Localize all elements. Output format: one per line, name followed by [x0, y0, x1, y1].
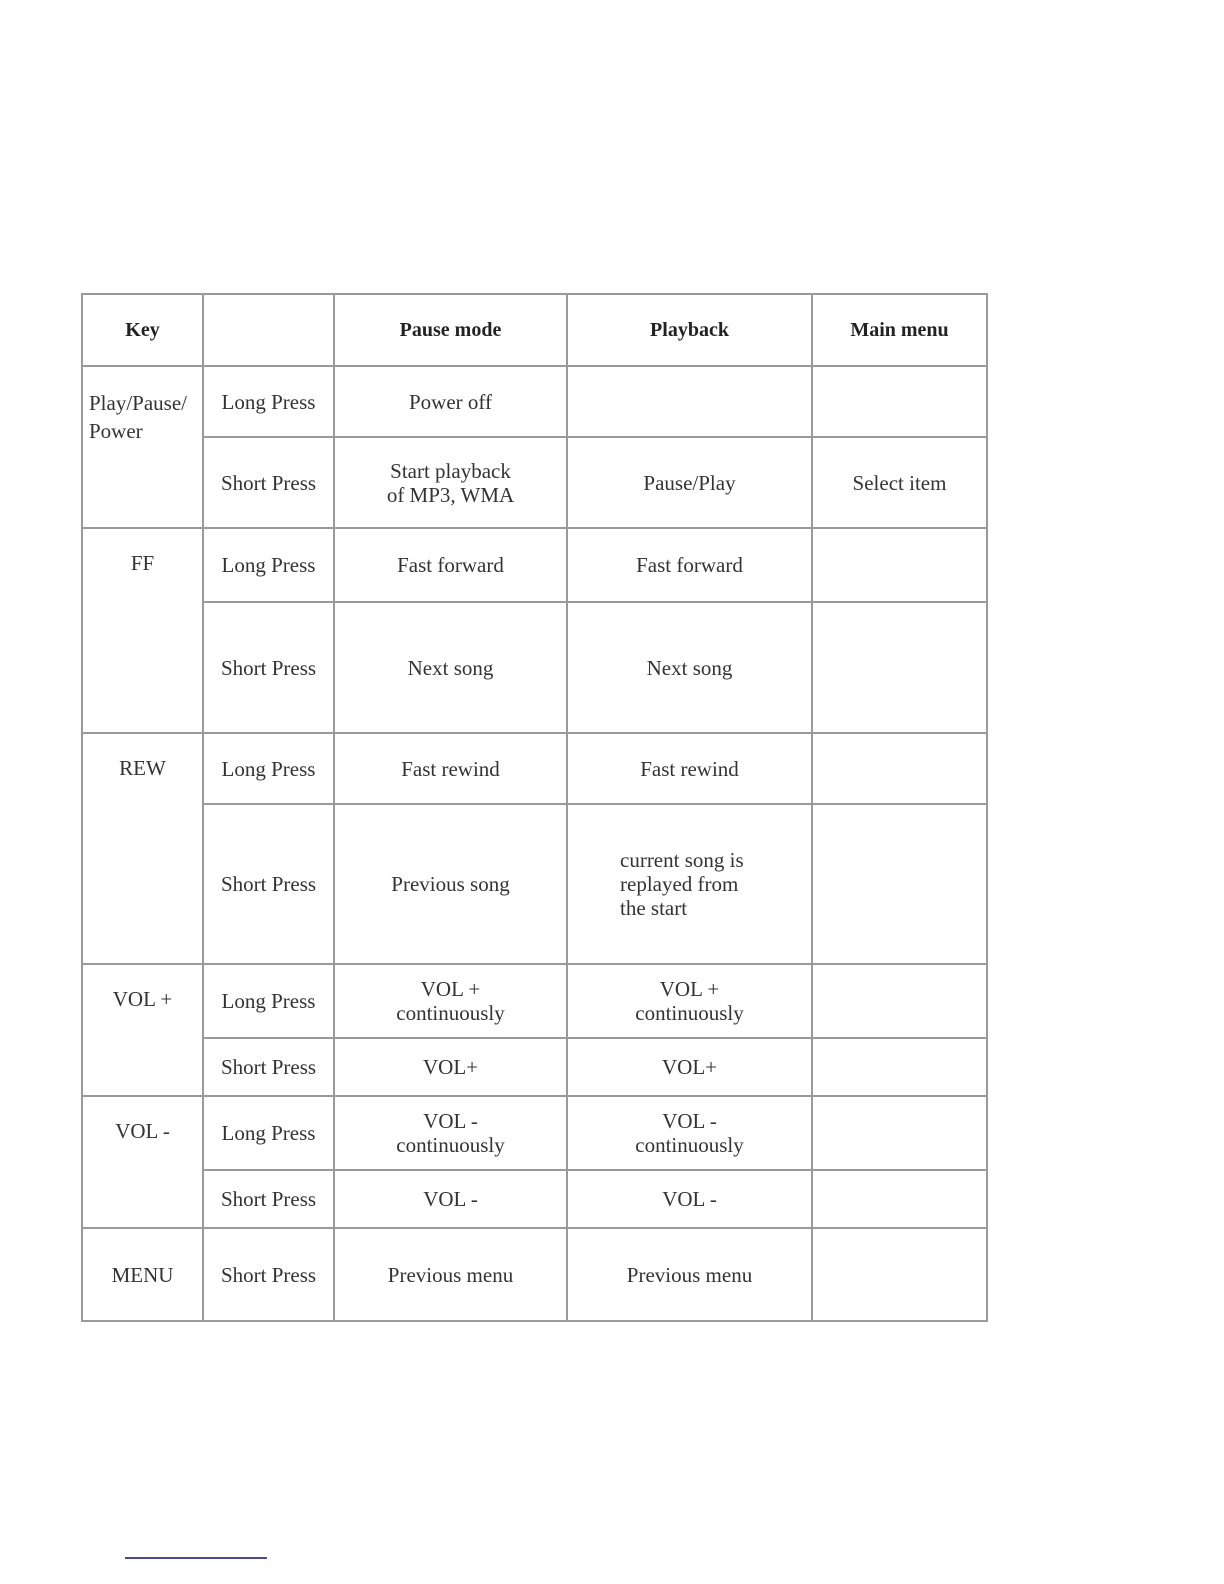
playback-cell: VOL - — [567, 1170, 812, 1228]
playback-cell: Fast forward — [567, 528, 812, 602]
key-rew: REW — [82, 733, 203, 964]
main-menu-cell — [812, 733, 987, 804]
pause-mode-cell: Fast rewind — [334, 733, 567, 804]
table-row — [82, 366, 987, 437]
main-menu-cell — [812, 1096, 987, 1170]
press-type: Long Press — [203, 528, 334, 602]
header-pause-mode: Pause mode — [334, 294, 567, 366]
main-menu-cell — [812, 1038, 987, 1096]
table-row — [82, 733, 987, 804]
footnote-divider — [125, 1557, 267, 1559]
pause-mode-cell: Previous song — [334, 804, 567, 964]
pause-mode-cell: Fast forward — [334, 528, 567, 602]
pause-mode-cell: VOL - — [334, 1170, 567, 1228]
table-row — [82, 528, 987, 602]
table-row — [82, 1096, 987, 1170]
table-row — [82, 964, 987, 1038]
main-menu-cell — [812, 964, 987, 1038]
key-ff: FF — [82, 528, 203, 733]
table-header-row — [82, 294, 987, 366]
pause-mode-cell: VOL + continuously — [334, 964, 567, 1038]
press-type: Long Press — [203, 964, 334, 1038]
header-key: Key — [82, 294, 203, 366]
pause-mode-cell: Previous menu — [334, 1228, 567, 1321]
press-type: Short Press — [203, 1038, 334, 1096]
key-vol-minus: VOL - — [82, 1096, 203, 1228]
header-press-type — [203, 294, 334, 366]
press-type: Short Press — [203, 1228, 334, 1321]
pause-mode-cell: Next song — [334, 602, 567, 733]
header-main-menu: Main menu — [812, 294, 987, 366]
playback-cell: Next song — [567, 602, 812, 733]
pause-mode-cell: Power off — [334, 366, 567, 437]
press-type: Short Press — [203, 1170, 334, 1228]
main-menu-cell — [812, 1170, 987, 1228]
main-menu-cell: Select item — [812, 437, 987, 528]
pause-mode-cell: VOL+ — [334, 1038, 567, 1096]
playback-cell: Fast rewind — [567, 733, 812, 804]
press-type: Short Press — [203, 804, 334, 964]
pause-mode-cell: Start playback of MP3, WMA — [334, 437, 567, 528]
pause-mode-cell: VOL - continuously — [334, 1096, 567, 1170]
press-type: Short Press — [203, 437, 334, 528]
playback-cell — [567, 366, 812, 437]
table-row — [82, 1170, 987, 1228]
press-type: Long Press — [203, 733, 334, 804]
key-play-pause-power: Play/Pause/ Power — [82, 366, 203, 528]
table-row — [82, 437, 987, 528]
key-vol-plus: VOL + — [82, 964, 203, 1096]
key-function-table — [81, 293, 988, 1322]
main-menu-cell — [812, 528, 987, 602]
main-menu-cell — [812, 602, 987, 733]
press-type: Long Press — [203, 366, 334, 437]
playback-cell: Previous menu — [567, 1228, 812, 1321]
playback-cell: Pause/Play — [567, 437, 812, 528]
playback-cell: VOL - continuously — [567, 1096, 812, 1170]
key-menu: MENU — [82, 1228, 203, 1321]
table-row — [82, 804, 987, 964]
header-playback: Playback — [567, 294, 812, 366]
table-row — [82, 1228, 987, 1321]
playback-cell: VOL + continuously — [567, 964, 812, 1038]
press-type: Long Press — [203, 1096, 334, 1170]
playback-cell: current song is replayed from the start — [567, 804, 812, 964]
main-menu-cell — [812, 804, 987, 964]
press-type: Short Press — [203, 602, 334, 733]
table-row — [82, 1038, 987, 1096]
playback-cell: VOL+ — [567, 1038, 812, 1096]
main-menu-cell — [812, 366, 987, 437]
main-menu-cell — [812, 1228, 987, 1321]
table-row — [82, 602, 987, 733]
